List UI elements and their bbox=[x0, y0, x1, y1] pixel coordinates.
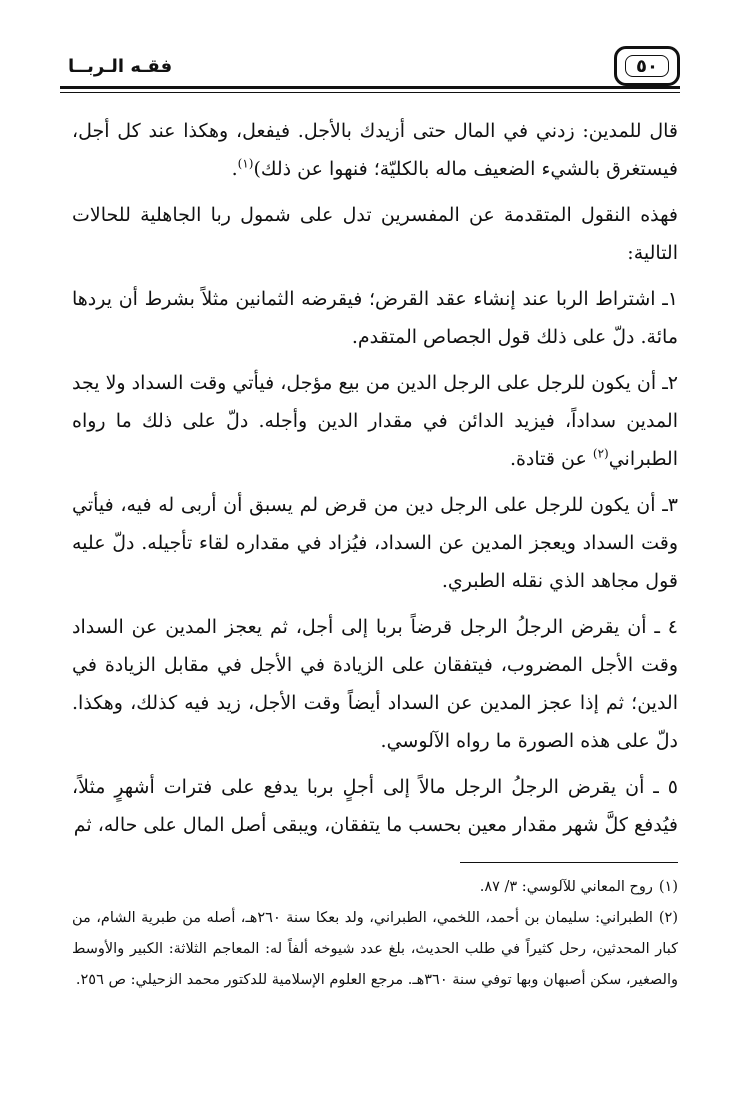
footnote-2 bbox=[72, 903, 678, 996]
footnote-1 bbox=[72, 872, 678, 903]
paragraph-1-end: . bbox=[231, 158, 238, 180]
footnote-ref-1: (١) bbox=[237, 156, 254, 171]
list-item-2-end: عن قتادة. bbox=[509, 448, 593, 470]
paragraph-1-text: قال للمدين: زدني في المال حتى أزيدك بالأجل. فيفعل، وهكذا عند كل أجل، فيستغرق بالشيء الضعيف ماله بالكليّة؛ فنهوا عن ذلك) bbox=[72, 120, 678, 180]
list-item-1: ١ـ اشتراط الربا عند إنشاء عقد القرض؛ فيقرضه الثمانين مثلاً بشرط أن يردها مائة. دلّ على ذلك قول الجصاص المتقدم. bbox=[72, 288, 678, 348]
footnote-1-number: (١) bbox=[658, 879, 678, 895]
header-rule-thin bbox=[60, 92, 680, 93]
footnote-2-number: (٢) bbox=[658, 910, 678, 926]
list-item-4: ٤ ـ أن يقرض الرجلُ الرجل قرضاً بربا إلى أجل، ثم يعجز المدين عن السداد وقت الأجل المضروب، فيتفقان على الزيادة في الأجل في مقابل الزيادة في الدين؛ ثم إذا عجز المدين عن السداد أيضاً وقت الأجل، زيد فيه كذلك، وهكذا. دلّ على هذه الصورة ما رواه الآلوسي. bbox=[72, 616, 678, 752]
page-number-badge bbox=[614, 46, 680, 86]
footnote-1-text: روح المعاني للآلوسي: ٣/ ٨٧. bbox=[479, 879, 653, 895]
list-item-3: ٣ـ أن يكون للرجل على الرجل دين من قرض لم يسبق أن أربى له فيه، فيأتي وقت السداد ويعجز المدين عن السداد، فيُزاد في مقداره لقاء تأجيله. دلّ عليه قول مجاهد الذي نقله الطبري. bbox=[72, 494, 678, 592]
footnotes bbox=[72, 872, 678, 996]
footnote-separator bbox=[460, 862, 678, 863]
footnote-ref-2: (٢) bbox=[592, 446, 609, 461]
paragraph-1 bbox=[72, 112, 678, 188]
list-item-2 bbox=[72, 364, 678, 478]
list-item-5: ٥ ـ أن يقرض الرجلُ الرجل مالاً إلى أجلٍ بربا يدفع على فترات أشهرٍ مثلاً، فيُدفع كلَّ شهر مقدار معين بحسب ما يتفقان، ويبقى أصل المال على حاله، ثم bbox=[72, 776, 678, 836]
header-rule-thick bbox=[60, 86, 680, 89]
page-number: ٥٠ bbox=[625, 55, 669, 77]
list-item-2-text: ٢ـ أن يكون للرجل على الرجل الدين من بيع مؤجل، فيأتي وقت السداد ولا يجد المدين سداداً، فيزيد الدائن في مقدار الدين وأجله. دلّ على ذلك ما رواه الطبراني bbox=[72, 372, 678, 470]
main-text bbox=[72, 112, 678, 852]
footnote-2-text: الطبراني: سليمان بن أحمد، اللخمي، الطبراني، ولد بعكا سنة ٢٦٠هـ، أصله من طبرية الشام، من كبار المحدثين، رحل كثيراً في طلب الحديث، بلغ عدد شيوخه ألفاً له: المعاجم الثلاثة: الكبير والأوسط والصغير، سكن أصبهان وبها توفي سنة ٣٦٠هـ. مرجع العلوم الإسلامية للدكتور محمد الزحيلي: ص ٢٥٦. bbox=[72, 910, 678, 988]
paragraph-2: فهذه النقول المتقدمة عن المفسرين تدل على شمول ربا الجاهلية للحالات التالية: bbox=[72, 204, 678, 264]
running-title: فقـه الـربــا bbox=[68, 56, 173, 77]
